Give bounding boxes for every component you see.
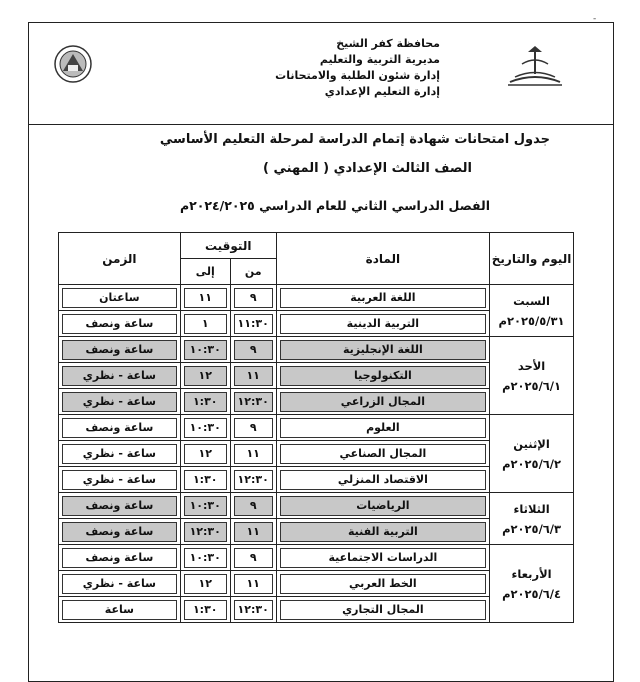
start-time-cell	[230, 441, 276, 467]
exam-date: ٢٠٢٥/٦/٣م	[502, 521, 562, 536]
duration-cell	[59, 363, 181, 389]
day-date-cell	[490, 285, 574, 337]
duration-cell-text: ساعة ونصف	[62, 522, 177, 542]
end-time-cell-text: ١٠:٣٠	[184, 418, 227, 438]
subject-cell	[276, 337, 489, 363]
end-time-cell	[180, 597, 230, 623]
exam-schedule-table	[58, 232, 574, 623]
duration-cell-text: ساعة - نظري	[62, 392, 177, 412]
subject-cell-text: اللغة الإنجليزية	[280, 340, 486, 360]
end-time-cell-text: ١١	[184, 288, 227, 308]
subject-cell-text: المجال التجاري	[280, 600, 486, 620]
header-to: إلى	[180, 259, 230, 285]
header-line-directorate: مديرية التربية والتعليم	[319, 53, 440, 66]
subject-cell	[276, 363, 489, 389]
end-time-cell-text: ١:٣٠	[184, 392, 227, 412]
duration-cell	[59, 415, 181, 441]
table-row	[59, 493, 574, 519]
end-time-cell-text: ١٠:٣٠	[184, 340, 227, 360]
header-day-date: اليوم والتاريخ	[490, 233, 574, 285]
duration-cell	[59, 597, 181, 623]
subject-cell-text: المجال الصناعي	[280, 444, 486, 464]
table-row	[59, 415, 574, 441]
subject-cell-text: التكنولوجيا	[280, 366, 486, 386]
start-time-cell	[230, 389, 276, 415]
duration-cell-text: ساعة ونصف	[62, 548, 177, 568]
subject-cell	[276, 545, 489, 571]
end-time-cell	[180, 441, 230, 467]
end-time-cell-text: ١	[184, 314, 227, 334]
header-line-affairs: إدارة شئون الطلبة والامتحانات	[275, 69, 440, 82]
duration-cell	[59, 337, 181, 363]
subject-cell-text: الخط العربي	[280, 574, 486, 594]
duration-cell-text: ساعة - نظري	[62, 470, 177, 490]
day-name: السبت	[513, 293, 550, 308]
end-time-cell	[180, 545, 230, 571]
table-row	[59, 337, 574, 363]
start-time-cell	[230, 415, 276, 441]
exam-date: ٢٠٢٥/٥/٣١م	[498, 313, 565, 328]
day-name: الثلاثاء	[513, 501, 550, 516]
end-time-cell	[180, 519, 230, 545]
table-row	[59, 545, 574, 571]
end-time-cell-text: ١:٣٠	[184, 600, 227, 620]
duration-cell	[59, 389, 181, 415]
schedule-body	[59, 285, 574, 623]
start-time-cell-text: ١١	[234, 366, 273, 386]
start-time-cell	[230, 285, 276, 311]
duration-cell	[59, 441, 181, 467]
start-time-cell	[230, 467, 276, 493]
ministry-logo	[52, 44, 94, 84]
end-time-cell-text: ١٢:٣٠	[184, 522, 227, 542]
end-time-cell-text: ١٢	[184, 574, 227, 594]
day-name: الأحد	[517, 358, 546, 373]
duration-cell-text: ساعتان	[62, 288, 177, 308]
start-time-cell-text: ١٢:٣٠	[234, 392, 273, 412]
exam-date: ٢٠٢٥/٦/٤م	[502, 586, 562, 601]
corner-mark: -	[593, 14, 597, 24]
duration-cell-text: ساعة ونصف	[62, 418, 177, 438]
start-time-cell-text: ١١	[234, 444, 273, 464]
start-time-cell	[230, 311, 276, 337]
duration-cell-text: ساعة ونصف	[62, 496, 177, 516]
end-time-cell	[180, 467, 230, 493]
start-time-cell-text: ٩	[234, 288, 273, 308]
end-time-cell-text: ١:٣٠	[184, 470, 227, 490]
end-time-cell-text: ١٠:٣٠	[184, 548, 227, 568]
end-time-cell	[180, 493, 230, 519]
header-timing: التوقيت	[180, 233, 276, 259]
duration-cell	[59, 493, 181, 519]
subject-cell	[276, 441, 489, 467]
end-time-cell	[180, 363, 230, 389]
duration-cell-text: ساعة - نظري	[62, 444, 177, 464]
end-time-cell	[180, 571, 230, 597]
start-time-cell-text: ١١:٣٠	[234, 314, 273, 334]
day-date-cell	[490, 337, 574, 415]
start-time-cell	[230, 337, 276, 363]
day-date-cell	[490, 545, 574, 623]
grade-title: الصف الثالث الإعدادي ( المهني )	[263, 161, 472, 176]
duration-cell	[59, 311, 181, 337]
header-from: من	[230, 259, 276, 285]
header-line-governorate: محافظة كفر الشيخ	[336, 37, 440, 50]
day-date-cell	[490, 493, 574, 545]
duration-cell-text: ساعة - نظري	[62, 574, 177, 594]
end-time-cell-text: ١٢	[184, 444, 227, 464]
duration-cell-text: ساعة ونصف	[62, 340, 177, 360]
header-duration: الزمن	[59, 233, 181, 285]
subject-cell-text: التربية الدينية	[280, 314, 486, 334]
day-date-cell	[490, 415, 574, 493]
start-time-cell-text: ١١	[234, 574, 273, 594]
start-time-cell	[230, 493, 276, 519]
duration-cell	[59, 519, 181, 545]
start-time-cell-text: ١٢:٣٠	[234, 470, 273, 490]
exam-date: ٢٠٢٥/٦/١م	[502, 378, 562, 393]
end-time-cell	[180, 415, 230, 441]
duration-cell	[59, 571, 181, 597]
day-name: الأربعاء	[511, 566, 552, 581]
header-line-administration: إدارة التعليم الإعدادي	[324, 85, 440, 98]
duration-cell	[59, 285, 181, 311]
start-time-cell	[230, 597, 276, 623]
subject-cell	[276, 519, 489, 545]
start-time-cell-text: ١١	[234, 522, 273, 542]
document-title: جدول امتحانات شهادة إتمام الدراسة لمرحلة التعليم الأساسي	[159, 132, 550, 147]
end-time-cell-text: ١٠:٣٠	[184, 496, 227, 516]
duration-cell	[59, 467, 181, 493]
subject-cell	[276, 415, 489, 441]
header-subject: المادة	[276, 233, 489, 285]
header-divider	[28, 124, 614, 125]
end-time-cell	[180, 389, 230, 415]
term-title: الفصل الدراسي الثاني للعام الدراسي ٢٠٢٤/٢٠٢٥م	[179, 198, 490, 213]
subject-cell-text: الرياضيات	[280, 496, 486, 516]
duration-cell-text: ساعة - نظري	[62, 366, 177, 386]
subject-cell-text: اللغة العربية	[280, 288, 486, 308]
subject-cell-text: الاقتصاد المنزلي	[280, 470, 486, 490]
subject-cell	[276, 597, 489, 623]
exam-date: ٢٠٢٥/٦/٢م	[502, 456, 562, 471]
start-time-cell	[230, 519, 276, 545]
subject-cell	[276, 311, 489, 337]
start-time-cell	[230, 363, 276, 389]
table-row	[59, 285, 574, 311]
start-time-cell-text: ٩	[234, 340, 273, 360]
day-name: الإثنين	[513, 436, 550, 451]
subject-cell-text: التربية الفنية	[280, 522, 486, 542]
start-time-cell-text: ١٢:٣٠	[234, 600, 273, 620]
subject-cell-text: الدراسات الاجتماعية	[280, 548, 486, 568]
start-time-cell-text: ٩	[234, 418, 273, 438]
subject-cell	[276, 389, 489, 415]
duration-cell-text: ساعة	[62, 600, 177, 620]
governorate-emblem	[500, 44, 570, 88]
end-time-cell	[180, 337, 230, 363]
start-time-cell	[230, 545, 276, 571]
issuer-header	[270, 36, 440, 100]
start-time-cell	[230, 571, 276, 597]
duration-cell-text: ساعة ونصف	[62, 314, 177, 334]
subject-cell-text: العلوم	[280, 418, 486, 438]
subject-cell	[276, 285, 489, 311]
duration-cell	[59, 545, 181, 571]
subject-cell-text: المجال الزراعي	[280, 392, 486, 412]
end-time-cell	[180, 285, 230, 311]
start-time-cell-text: ٩	[234, 496, 273, 516]
end-time-cell-text: ١٢	[184, 366, 227, 386]
subject-cell	[276, 493, 489, 519]
start-time-cell-text: ٩	[234, 548, 273, 568]
end-time-cell	[180, 311, 230, 337]
subject-cell	[276, 467, 489, 493]
subject-cell	[276, 571, 489, 597]
